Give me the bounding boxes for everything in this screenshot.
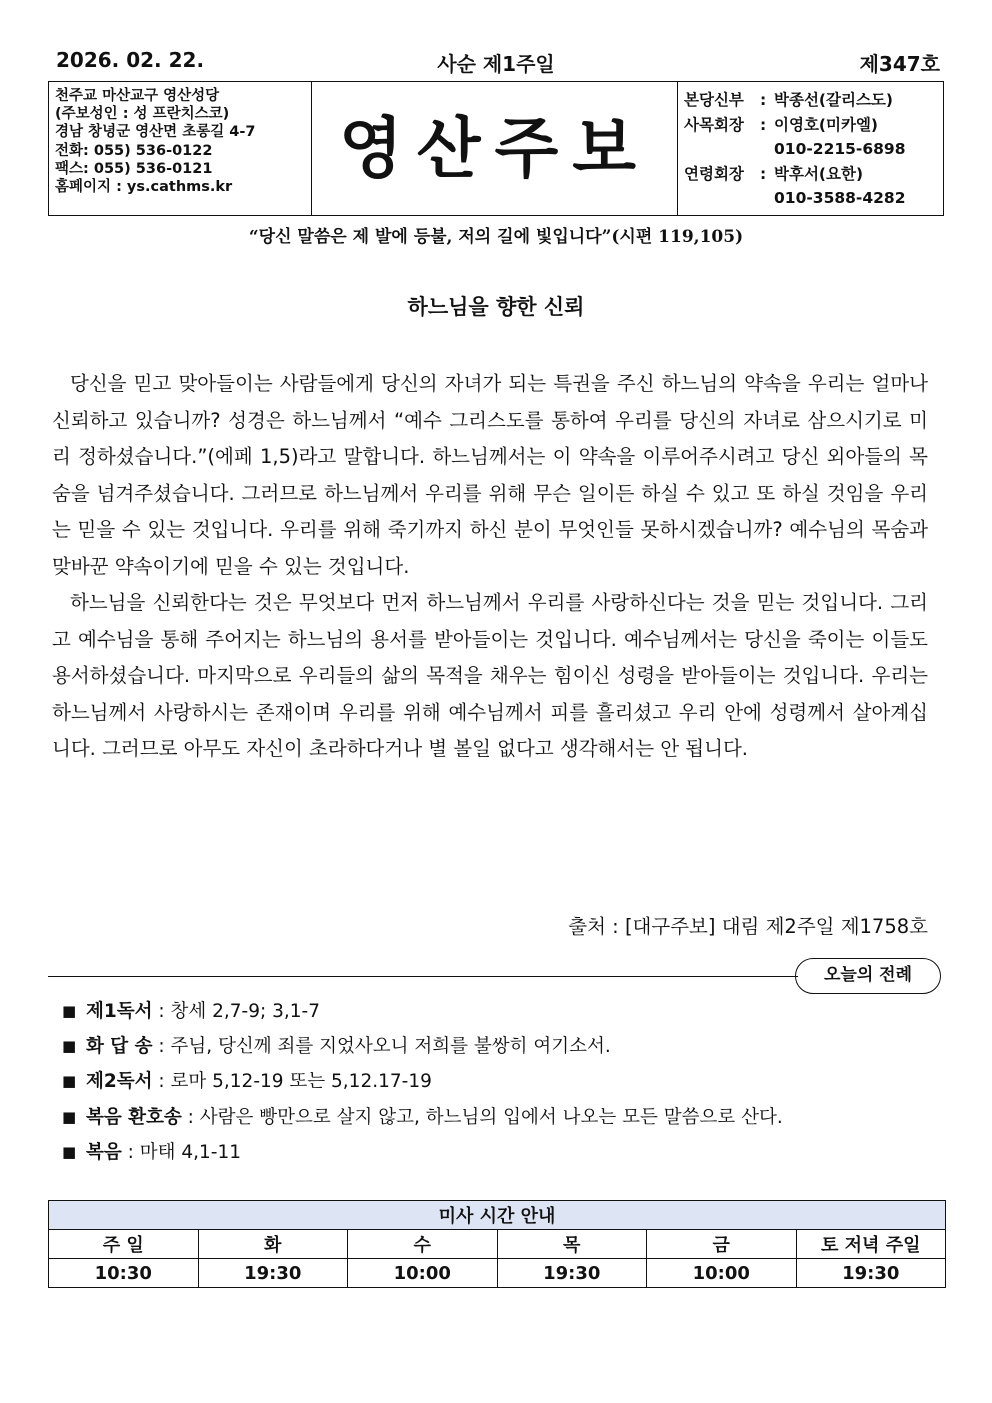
staff-row: 사목회장 : 이영호(미카엘) <box>684 113 943 138</box>
square-bullet-icon: ■ <box>62 1142 77 1161</box>
reading-label: 화 답 송 <box>86 1036 153 1058</box>
reading-label: 제2독서 <box>86 1071 153 1093</box>
staff-role: 본당신부 <box>684 91 744 109</box>
reading-text: 창세 2,7-9; 3,1-7 <box>170 1001 320 1022</box>
mass-day: 토 저녁 주일 <box>796 1230 946 1259</box>
parish-info-line: (주보성인 : 성 프란치스코) <box>55 106 230 123</box>
masthead <box>48 81 944 216</box>
bulletin-title: 영산주보 <box>338 109 651 187</box>
staff-row: 본당신부 : 박종선(갈리스도) <box>684 88 943 113</box>
staff-row: 연령회장 : 박후서(요한) <box>684 162 943 187</box>
reading-text: 사람은 빵만으로 살지 않고, 하느님의 입에서 나오는 모든 말씀으로 산다. <box>199 1106 783 1128</box>
article-title: 하느님을 향한 신뢰 <box>407 295 585 319</box>
reading-label: 복음 환호송 <box>86 1106 182 1128</box>
section-divider <box>48 976 798 977</box>
bulletin-title-box <box>312 82 678 215</box>
square-bullet-icon: ■ <box>62 1107 77 1126</box>
staff-phone: 010-3588-4282 <box>774 189 906 207</box>
staff-name: 박후서(요한) <box>774 164 864 183</box>
liturgy-section-label: 오늘의 전례 <box>795 958 941 994</box>
article-paragraph: 당신을 믿고 맞아들이는 사람들에게 당신의 자녀가 되는 특권을 주신 하느님의 약속을 우리는 얼마나 신뢰하고 있습니까? 성경은 하느님께서 “예수 그리스도를 통하여 우리를 당신의 자녀로 삼으시기로 미리 정하셨습니다.”(에페 1,5)라고 말합니다. 하느님께서는 이 약속을 이루어주시려고 당신 외아들의 목숨을 넘겨주셨습니다. 그러므로 하느님께서 우리를 위해 무슨 일이든 하실 수 있고 또 하실 것임을 우리는 믿을 수 있는 것입니다. 우리를 위해 죽기까지 하신 분이 무엇인들 못하시겠습니까? 예수님의 목숨과 맞바꾼 약속이기에 믿을 수 있는 것입니다. <box>52 372 928 578</box>
mass-time: 19:30 <box>497 1259 647 1288</box>
mass-times-row <box>49 1259 946 1288</box>
mass-schedule-title: 미사 시간 안내 <box>49 1201 946 1230</box>
reading-text: 주님, 당신께 죄를 지었사오니 저희를 불쌍히 여기소서. <box>170 1036 611 1058</box>
article-source: 출처 : [대구주보] 대림 제2주일 제1758호 <box>568 915 928 938</box>
article-paragraph: 하느님을 신뢰한다는 것은 무엇보다 먼저 하느님께서 우리를 사랑하신다는 것을 믿는 것입니다. 그리고 예수님을 통해 주어지는 하느님의 용서를 받아들이는 것입니다. 예수님께서는 당신을 죽이는 이들도 용서하셨습니다. 마지막으로 우리들의 삶의 목적을 채우는 힘이신 성령을 받아들이는 것입니다. 우리는 하느님께서 사랑하시는 존재이며 우리를 위해 예수님께서 피를 흘리셨고 우리 안에 성령께서 살아계십니다. 그러므로 아무도 자신이 초라하다거나 별 볼일 없다고 생각해서는 안 됩니다. <box>52 591 928 760</box>
staff-name: 이영호(미카엘) <box>774 115 879 134</box>
mass-day: 수 <box>348 1230 498 1259</box>
staff-info <box>678 82 943 215</box>
parish-info-line: 천주교 마산교구 영산성당 <box>55 88 220 104</box>
staff-role: 연령회장 <box>684 164 744 183</box>
mass-day: 화 <box>198 1230 348 1259</box>
staff-name: 박종선(갈리스도) <box>774 91 893 109</box>
readings-list <box>62 994 942 1170</box>
mass-day: 금 <box>647 1230 797 1259</box>
mass-days-row <box>49 1230 946 1259</box>
parish-info-line: 경남 창녕군 영산면 초롱길 4-7 <box>55 124 256 141</box>
mass-day: 목 <box>497 1230 647 1259</box>
parish-info-line: 팩스: 055) 536-0121 <box>55 160 213 177</box>
issue-date: 2026. 02. 22. <box>56 48 205 72</box>
reading-item: ■ 복음 환호송 : 사람은 빵만으로 살지 않고, 하느님의 입에서 나오는 모든 말씀으로 산다. <box>62 1100 942 1135</box>
parish-info <box>49 82 312 215</box>
reading-item: ■ 복음 : 마태 4,1-11 <box>62 1135 942 1170</box>
staff-role: 사목회장 <box>684 115 744 134</box>
reading-item: ■ 제2독서 : 로마 5,12-19 또는 5,12.17-19 <box>62 1064 942 1099</box>
scripture-motto: “당신 말씀은 제 발에 등불, 저의 길에 빛입니다”(시편 119,105) <box>248 227 744 247</box>
reading-item: ■ 제1독서 : 창세 2,7-9; 3,1-7 <box>62 994 942 1029</box>
parish-info-line: 전화: 055) 536-0122 <box>55 142 213 159</box>
parish-info-line: 홈페이지 : ys.cathms.kr <box>55 179 233 196</box>
mass-time: 10:00 <box>647 1259 797 1288</box>
issue-number: 제347호 <box>859 52 940 76</box>
mass-day: 주 일 <box>49 1230 199 1259</box>
square-bullet-icon: ■ <box>62 1072 77 1091</box>
mass-time: 10:30 <box>49 1259 199 1288</box>
staff-phone: 010-2215-6898 <box>774 140 906 158</box>
issue-header <box>52 48 940 78</box>
reading-label: 제1독서 <box>86 1001 153 1022</box>
reading-text: 마태 4,1-11 <box>139 1141 242 1163</box>
mass-time: 19:30 <box>198 1259 348 1288</box>
square-bullet-icon: ■ <box>62 1002 77 1020</box>
article-body <box>52 366 928 768</box>
reading-text: 로마 5,12-19 또는 5,12.17-19 <box>170 1071 432 1093</box>
liturgical-day: 사순 제1주일 <box>437 52 555 76</box>
square-bullet-icon: ■ <box>62 1037 77 1056</box>
mass-schedule-table <box>48 1200 946 1288</box>
reading-label: 복음 <box>86 1141 122 1163</box>
mass-time: 19:30 <box>796 1259 946 1288</box>
reading-item: ■ 화 답 송 : 주님, 당신께 죄를 지었사오니 저희를 불쌍히 여기소서. <box>62 1029 942 1064</box>
mass-time: 10:00 <box>348 1259 498 1288</box>
